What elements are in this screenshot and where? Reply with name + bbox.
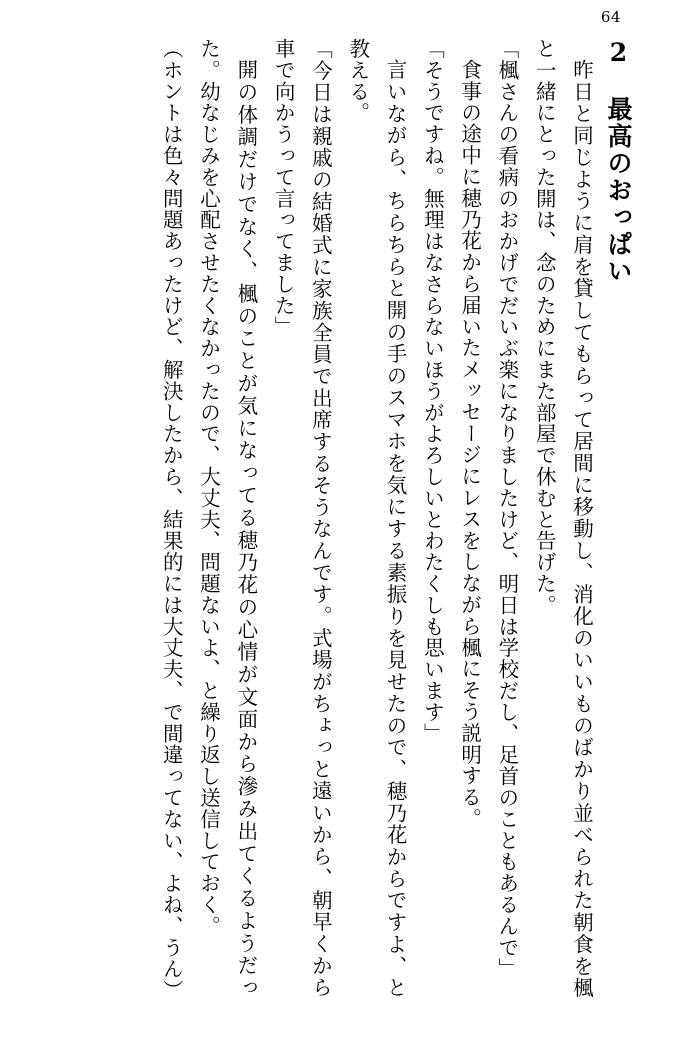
- chapter-number: 2: [604, 38, 633, 69]
- paragraph: 開の体調だけでなく、楓のことが気になってる穂乃花の心情が文面から滲み出てくるようだった。幼なじみを心配させたくなかったので、大丈夫、問題ないよ、と繰り返し送信しておく。: [196, 38, 258, 998]
- chapter-heading: [600, 38, 638, 998]
- paragraph: （ホントは色々問題あったけど、解決したから、結果的には大丈夫、で間違ってない、よね、うん）: [159, 38, 184, 1001]
- paragraph: 「そうですね。無理はなさらないほうがよろしいとわたくしも思います」: [420, 38, 445, 745]
- chapter-title-text: 最高のおっぱい: [604, 96, 633, 285]
- paragraph: 「楓さんの看病のおかげでだいぶ楽になりましたけど、明日は学校だし、足首のこともあるんで」: [494, 38, 519, 980]
- paragraph: 「今日は親戚の結婚式に家族全員で出席するそうなんです。式場がちょっと遠いから、朝早くから車で向かうって言ってました」: [271, 38, 333, 998]
- page-number: 64: [600, 8, 621, 26]
- vertical-text-body: [34, 38, 637, 1001]
- paragraph: 言いながら、ちらちらと開の手のスマホを気にする素振りを見せたので、穂乃花からですよ、と教える。: [345, 38, 408, 998]
- paragraph: 昨日と同じように肩を貸してもらって居間に移動し、消化のいいものばかり並べられた朝食を楓と一緒にとった開は、念のためにまた部屋で休むと告げた。: [532, 38, 594, 998]
- paragraph: 食事の途中に穂乃花から届いたメッセージにレスをしながら楓にそう説明する。: [457, 58, 482, 829]
